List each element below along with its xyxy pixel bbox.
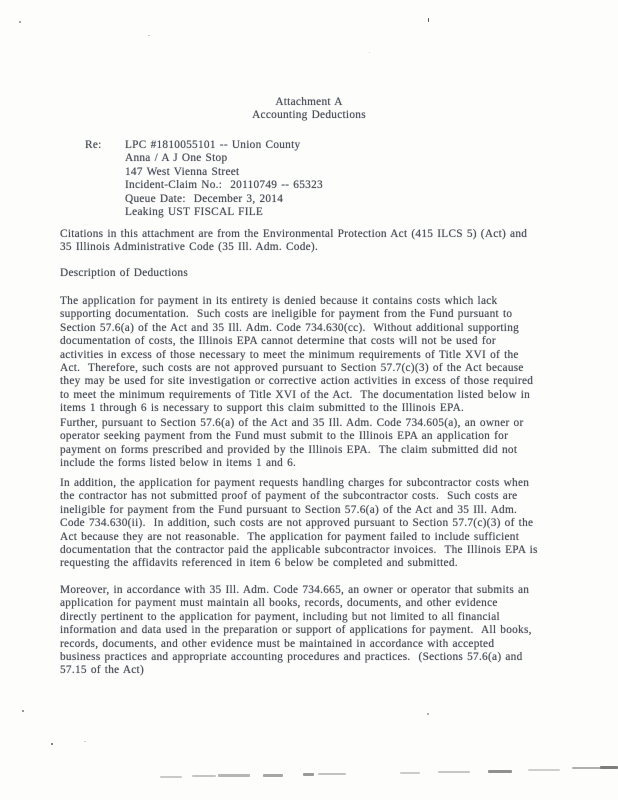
body-line: they may be used for site investigation or corrective action activities in excess of those required xyxy=(60,375,534,388)
body-line: Code 734.630(ii). In addition, such costs are not approved pursuant to Section 57.7(c)(3) of the xyxy=(60,517,534,530)
body-line: to meet the minimum requirements of Title XVI of the Act. The documentation listed below in xyxy=(60,388,531,401)
re-block xyxy=(125,139,323,219)
scan-speck xyxy=(369,52,370,53)
scan-speck xyxy=(428,18,429,22)
paragraph-denial xyxy=(60,295,533,416)
body-line: records, documents, and other evidence must be maintained in accordance with accepted xyxy=(60,637,495,650)
citations-line: 35 Illinois Administrative Code (35 Ill. Adm. Code). xyxy=(60,241,319,254)
document-title-block xyxy=(0,96,618,123)
re-label: Re: xyxy=(85,139,102,151)
re-line-site-name: Anna / A J One Stop xyxy=(125,152,228,165)
body-line: ineligible for payment from the Fund pursuant to Section 57.6(a) of the Act and 35 Ill. Adm. xyxy=(60,503,518,516)
body-line: Section 57.6(a) of the Act and 35 Ill. Adm. Code 734.630(cc). Without additional supporting xyxy=(60,321,520,334)
body-line: 57.15 of the Act) xyxy=(60,664,145,677)
body-line: business practices and appropriate accounting procedures and practices. (Sections 57.6(a) and xyxy=(60,651,523,664)
body-line: In addition, the application for payment requests handling charges for subcontractor costs when xyxy=(60,477,530,489)
scan-speck xyxy=(148,35,150,36)
re-line-incident-claim: Incident-Claim No.: 20110749 -- 65323 xyxy=(125,179,323,192)
body-line: information and data used in the preparation or support of applications for payment. All books, xyxy=(60,624,532,637)
body-line: payment on forms prescribed and provided by the Illinois EPA. The claim submitted did not xyxy=(60,443,518,456)
scan-speck xyxy=(22,710,24,712)
citations-paragraph xyxy=(60,228,527,255)
body-line: activities in excess of those necessary to meet the minimum requirements of Title XVI of the xyxy=(60,348,519,361)
body-line: documentation that the contractor paid the applicable subcontractor invoices. The Illinois EPA is xyxy=(60,544,538,557)
body-line: include the forms listed below in items 1 and 6. xyxy=(60,457,297,470)
body-line: Further, pursuant to Section 57.6(a) of the Act and 35 Ill. Adm. Code 734.605(a), an owner or xyxy=(60,417,524,429)
paragraph-recordkeeping xyxy=(60,584,532,678)
body-line: The application for payment in its entirety is denied because it contains costs which lack xyxy=(60,295,498,307)
citations-line: Citations in this attachment are from the Environmental Protection Act (415 ILCS 5) (Act) and xyxy=(60,228,528,240)
re-line-queue-date: Queue Date: December 3, 2014 xyxy=(125,192,284,205)
scan-speck xyxy=(427,713,429,715)
re-line-lpc-number: LPC #1810055101 -- Union County xyxy=(125,139,301,151)
re-line-address: 147 West Vienna Street xyxy=(125,165,240,178)
paragraph-forms xyxy=(60,417,524,471)
body-line: operator seeking payment from the Fund must submit to the Illinois EPA an application for xyxy=(60,430,509,443)
body-line: directly pertinent to the application for payment, including but not limited to all financial xyxy=(60,610,500,623)
body-line: items 1 through 6 is necessary to support this claim submitted to the Illinois EPA. xyxy=(60,402,465,415)
re-line-file-type: Leaking UST FISCAL FILE xyxy=(125,206,264,219)
body-line: supporting documentation. Such costs are ineligible for payment from the Fund pursuant to xyxy=(60,308,513,321)
scan-speck xyxy=(84,741,86,742)
body-line: Act. Therefore, such costs are not approved pursuant to Section 57.7(c)(3) of the Act because xyxy=(60,362,524,375)
scan-speck xyxy=(51,743,53,745)
attachment-subtitle: Accounting Deductions xyxy=(252,109,366,122)
body-line: Act because they are not reasonable. The application for payment failed to include sufficient xyxy=(60,530,520,543)
attachment-title: Attachment A xyxy=(275,96,343,108)
body-line: documentation of costs, the Illinois EPA cannot determine that costs will not be used for xyxy=(60,335,496,348)
body-line: Moreover, in accordance with 35 Ill. Adm. Code 734.665, an owner or operator that submits an xyxy=(60,584,530,596)
section-heading: Description of Deductions xyxy=(60,267,189,279)
scan-speck xyxy=(19,21,21,23)
body-line: application for payment must maintain all books, records, documents, and other evidence xyxy=(60,597,498,610)
body-line: the contractor has not submitted proof of payment of the subcontractor costs. Such costs are xyxy=(60,490,518,503)
paragraph-handling-charges xyxy=(60,477,538,571)
body-line: requesting the affidavits referenced in item 6 below be completed and submitted. xyxy=(60,557,458,570)
